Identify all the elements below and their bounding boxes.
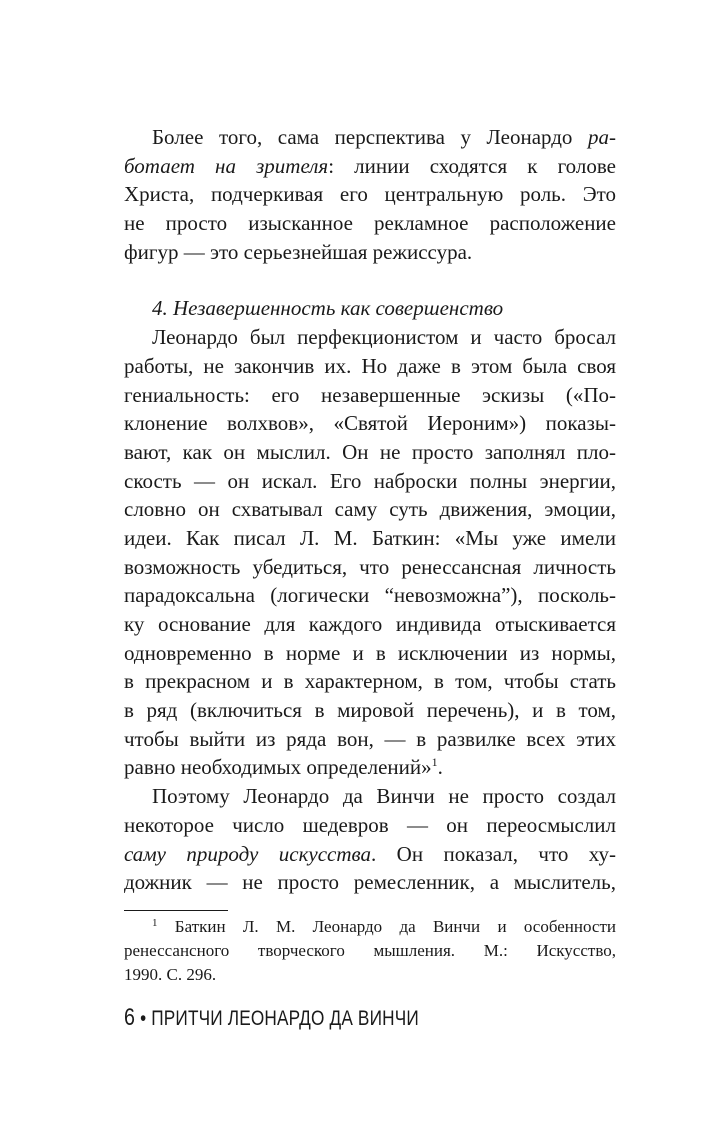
paragraph-perspective — [124, 123, 616, 266]
text-line: вают, как он мыслил. Он не просто заполнял пло- — [124, 439, 616, 464]
text-line: Более того, сама перспектива у Леонардо ра- — [152, 125, 616, 149]
text-line: Христа, подчеркивая его центральную роль. Это — [124, 182, 616, 207]
text-line: равно необходимых определений»$^1$. — [124, 755, 443, 780]
emphasis-text: ра- — [588, 125, 616, 149]
main-text — [124, 123, 616, 897]
text-line: одновременно в норме и в исключении из нормы, — [124, 640, 616, 665]
text-line: некоторое число шедевров — он переосмыслил — [124, 812, 616, 837]
text-line: чтобы выйти из ряда вон, — в развилке всех этих — [124, 726, 616, 751]
text-line: словно он схватывал саму суть движения, эмоции, — [124, 497, 616, 522]
text-line: фигур — это серьезнейшая режиссура. — [124, 239, 473, 264]
text-line: ку основание для каждого индивида отыскивается — [124, 612, 616, 636]
text-line: скость — он искал. Его наброски полны энергии, — [124, 468, 616, 493]
text-line: не просто изысканное рекламное расположение — [124, 211, 616, 236]
page-footer — [124, 1004, 419, 1032]
footnote — [124, 915, 616, 987]
running-title: ПРИТЧИ ЛЕОНАРДО ДА ВИНЧИ — [151, 1007, 419, 1030]
text-line: саму природу искусства. Он показал, что ху- — [124, 841, 616, 866]
footnote-line: $^1$ Баткин Л. М. Леонардо да Винчи и особенности — [152, 917, 616, 936]
emphasis-text: ботает на зрителя — [124, 153, 329, 178]
text-line: работы, не закончив их. Но даже в этом была своя — [124, 353, 616, 378]
text-line: клонение волхвов», «Святой Иероним») показы- — [124, 411, 616, 436]
footnote-line: 1990. С. 296. — [124, 965, 217, 984]
emphasis-text: саму природу искусства — [124, 841, 371, 866]
footer-separator: • — [135, 1007, 152, 1030]
text-line: возможность убедиться, что ренессансная личность — [124, 554, 616, 579]
text-line: в ряд (включиться в мировой перечень), и в том, — [124, 698, 616, 723]
footnote-reference[interactable]: 1 — [431, 755, 438, 770]
text-line: идеи. Как писал Л. М. Баткин: «Мы уже имели — [124, 525, 616, 550]
text-line: ботает на зрителя: линии сходятся к голове — [124, 153, 616, 178]
text-line: в прекрасном и в характерном, в том, чтобы стать — [124, 669, 616, 694]
paragraph-spacer — [124, 266, 616, 294]
text-line: дожник — не просто ремесленник, а мыслитель, — [124, 870, 616, 895]
paragraph-conclusion — [124, 782, 616, 897]
footnote-mark: 1 — [152, 917, 158, 929]
footnote-divider — [124, 910, 228, 911]
paragraph-incompleteness — [124, 323, 616, 782]
text-line: Поэтому Леонардо да Винчи не просто создал — [152, 784, 616, 809]
page-number: 6 — [124, 1004, 136, 1031]
text-line: Леонардо был перфекционистом и часто бросал — [152, 325, 616, 350]
text-line: парадоксальна (логически “невозможна”), посколь- — [124, 583, 616, 608]
footnote-line: ренессансного творческого мышления. М.: Искусство, — [124, 941, 616, 960]
section-heading: 4. Незавершенность как совершенство — [152, 296, 504, 321]
text-line: гениальность: его незавершенные эскизы («По- — [124, 382, 616, 407]
